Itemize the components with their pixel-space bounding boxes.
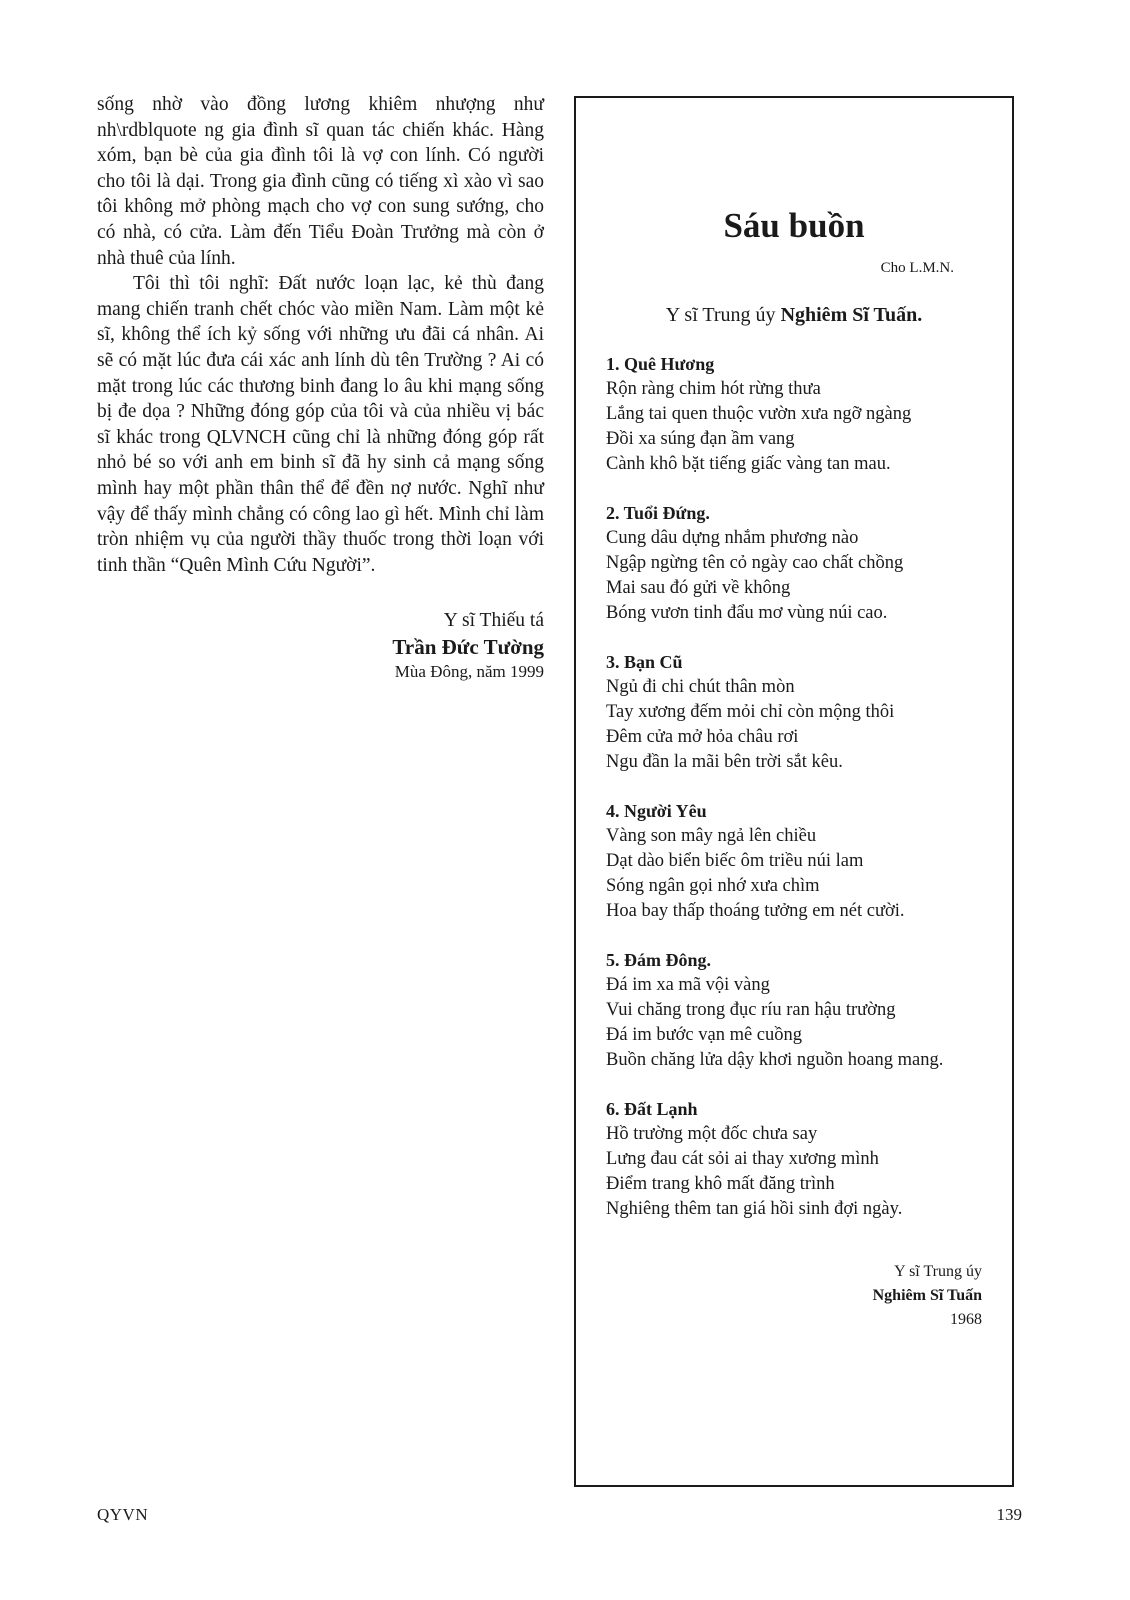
poem-byline <box>576 302 1012 328</box>
poem-line: Ngủ đi chi chút thân mòn <box>606 677 795 697</box>
poem-line: Vui chăng trong đục ríu ran hậu trường <box>606 1000 896 1020</box>
poem-line: Nghiêng thêm tan giá hồi sinh đợi ngày. <box>606 1199 903 1219</box>
footer-publication: QYVN <box>97 1505 149 1524</box>
stanza-title: 4. Người Yêu <box>606 801 707 821</box>
poem-line: Buồn chăng lửa dậy khơi nguồn hoang mang. <box>606 1050 944 1070</box>
poem-line: Tay xương đếm mỏi chỉ còn mộng thôi <box>606 702 895 722</box>
poet-rank: Y sĩ Trung úy <box>894 1263 982 1280</box>
article-column <box>97 92 544 684</box>
poem-box <box>574 96 1014 1487</box>
poem-line: Đồi xa súng đạn ầm vang <box>606 429 795 449</box>
poem-line: Điểm trang khô mất đăng trình <box>606 1174 835 1194</box>
stanza-title: 6. Đất Lạnh <box>606 1099 698 1119</box>
poem-line: Đêm cửa mở hỏa châu rơi <box>606 727 799 747</box>
poem-line: Đá im xa mã vội vàng <box>606 975 770 995</box>
article-paragraph: sống nhờ vào đồng lương khiêm nhượng như nh\rdblquote ng gia đình sĩ quan tác chiến khác. Hàng xóm, bạn bè của gia đình tôi là vợ con lính. Có người cho tôi là dại. Trong gia đình cũng có tiếng xì xào vì sao tôi không mở phòng mạch cho vợ con sung sướng, cho có nhà, có cửa. Làm đến Tiểu Đoàn Trưởng mà còn ở nhà thuê của lính. <box>97 94 544 269</box>
byline-name: Nghiêm Sĩ Tuấn. <box>780 304 923 326</box>
poem-line: Đá im bước vạn mê cuồng <box>606 1025 803 1045</box>
poem-dedication: Cho L.M.N. <box>880 260 954 276</box>
poem-line: Vàng son mây ngả lên chiều <box>606 826 817 846</box>
stanza <box>606 1097 996 1222</box>
stanza <box>606 352 996 477</box>
poem-year: 1968 <box>950 1311 982 1328</box>
article-paragraph: Tôi thì tôi nghĩ: Đất nước loạn lạc, kẻ thù đang mang chiến tranh chết chóc vào miền Nam. Làm một kẻ sĩ, không thể ích kỷ sống với những ưu đãi cá nhân. Ai sẽ có mặt lúc đưa cái xác anh lính dù tên Trường ? Ai có mặt trong lúc các thương binh đang lo âu khi mạng sống bị đe dọa ? Những đóng góp của tôi và của nhiều vị bác sĩ khác trong QLVNCH cũng chỉ là những đóng góp rất nhỏ bé so với anh em binh sĩ đã hy sinh cả mạng sống mình hay một phần thân thể để đền nợ nước. Nghĩ như vậy để thấy mình chẳng có công lao gì hết. Mình chỉ làm tròn nhiệm vụ của người thầy thuốc trong thời loạn với tinh thần “Quên Mình Cứu Người”. <box>97 273 544 576</box>
poet-name: Nghiêm Sĩ Tuấn <box>872 1287 982 1304</box>
poem-line: Lưng đau cát sỏi ai thay xương mình <box>606 1149 879 1169</box>
poem-line: Rộn ràng chim hót rừng thưa <box>606 379 821 399</box>
poem-line: Bóng vươn tinh đẩu mơ vùng núi cao. <box>606 603 888 623</box>
poem-line: Cung dâu dựng nhắm phương nào <box>606 528 859 548</box>
poem-line: Ngu đần la mãi bên trời sắt kêu. <box>606 752 843 772</box>
stanza <box>606 948 996 1073</box>
poem-line: Dạt dào biển biếc ôm triều núi lam <box>606 851 864 871</box>
author-date: Mùa Đông, năm 1999 <box>394 662 544 682</box>
stanza <box>606 799 996 924</box>
stanza-title: 3. Bạn Cũ <box>606 652 683 672</box>
author-name: Trần Đức Tường <box>392 635 544 660</box>
poem-line: Cành khô bặt tiếng giấc vàng tan mau. <box>606 454 891 474</box>
stanza-title: 5. Đám Đông. <box>606 950 712 970</box>
stanza <box>606 650 996 775</box>
poem-signature <box>873 1260 982 1332</box>
poem-line: Mai sau đó gửi về không <box>606 578 791 598</box>
stanza-title: 2. Tuổi Đứng. <box>606 503 710 523</box>
poem-line: Hồ trường một đốc chưa say <box>606 1124 818 1144</box>
author-rank: Y sĩ Thiếu tá <box>443 610 544 632</box>
stanza <box>606 501 996 626</box>
poem-stanzas <box>606 352 996 1246</box>
poem-line: Sóng ngân gọi nhớ xưa chìm <box>606 876 820 896</box>
poem-title: Sáu buồn <box>723 206 865 245</box>
byline-rank: Y sĩ Trung úy <box>665 304 776 326</box>
footer-page-number: 139 <box>996 1505 1022 1524</box>
stanza-title: 1. Quê Hương <box>606 354 715 374</box>
article-signature <box>97 608 544 684</box>
poem-line: Ngập ngừng tên cỏ ngày cao chất chồng <box>606 553 904 573</box>
poem-line: Hoa bay thấp thoáng tưởng em nét cười. <box>606 901 905 921</box>
poem-line: Lắng tai quen thuộc vườn xưa ngỡ ngàng <box>606 404 912 424</box>
